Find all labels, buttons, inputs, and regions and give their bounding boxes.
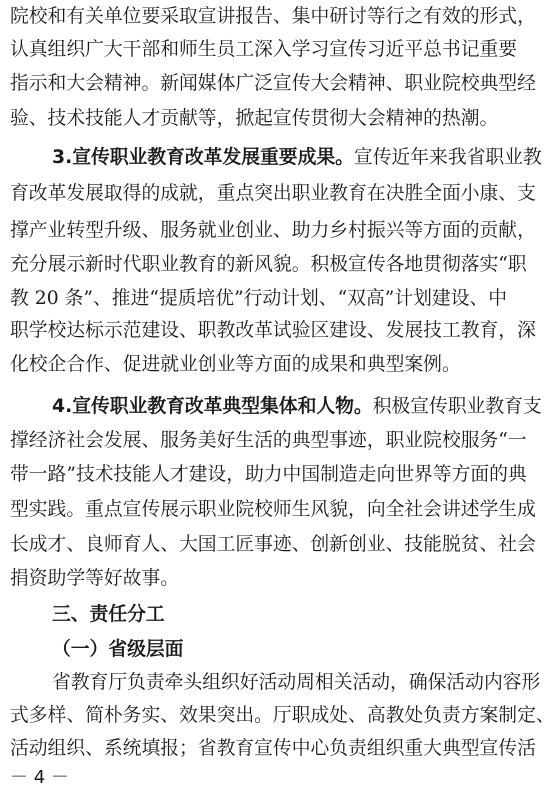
paragraph-line: 型实践。重点宣传展示职业院校师生风貌，向全社会讲述学生成 — [10, 499, 536, 520]
paragraph-line: 长成才、良师育人、大国工匠事迹、创新创业、技能脱贫、社会 — [10, 534, 536, 555]
paragraph-line: 省教育厅负责牵头组织好活动周相关活动，确保活动内容形 — [52, 672, 541, 693]
item-4-heading: 4.宣传职业教育改革典型集体和人物。 — [52, 396, 373, 417]
paragraph-line: 院校和有关单位要采取宣讲报告、集中研讨等行之有效的形式， — [10, 6, 536, 27]
page-number: － 4 － — [10, 767, 69, 788]
subsection-heading: （一）省级层面 — [52, 638, 184, 660]
paragraph-line: 捐资助学等好故事。 — [10, 568, 180, 589]
paragraph-line: 撑经济社会发展、服务美好生活的典型事迹，职业院校服务“一 — [10, 430, 527, 451]
item-3-first-line: 3.宣传职业教育改革发展重要成果。宣传近年来我省职业教 — [52, 147, 542, 168]
paragraph-line: 教 20 条”、推进“提质培优”行动计划、“双高”计划建设、中 — [10, 288, 508, 309]
paragraph-line: 育改革发展取得的成就，重点突出职业教育在决胜全面小康、支 — [10, 183, 536, 204]
paragraph-line: 撑产业转型升级、服务就业创业、助力乡村振兴等方面的贡献， — [10, 220, 536, 241]
paragraph-line: 活动组织、系统填报；省教育宣传中心负责组织重大典型宣传活 — [10, 738, 536, 759]
section-heading: 三、责任分工 — [52, 604, 165, 625]
item-4-first-line: 4.宣传职业教育改革典型集体和人物。积极宣传职业教育支 — [52, 396, 542, 417]
item-3-heading: 3.宣传职业教育改革发展重要成果。 — [52, 147, 354, 168]
paragraph-line: 化校企合作、促进就业创业等方面的成果和典型案例。 — [10, 354, 461, 375]
paragraph-line: 认真组织广大干部和师生员工深入学习宣传习近平总书记重要 — [10, 39, 518, 60]
paragraph-line: 式多样、简朴务实、效果突出。厅职成处、高教处负责方案制定、 — [10, 705, 555, 726]
paragraph-line: 指示和大会精神。新闻媒体广泛宣传大会精神、职业院校典型经 — [10, 73, 536, 94]
paragraph-line: 职学校达标示范建设、职教改革试验区建设、发展技工教育，深 — [10, 320, 536, 341]
paragraph-line: 带一路”技术技能人才建设，助力中国制造走向世界等方面的典 — [10, 464, 527, 485]
paragraph-line: 充分展示新时代职业教育的新风貌。积极宣传各地贯彻落实“职 — [10, 254, 527, 275]
paragraph-line: 验、技术技能人才贡献等，掀起宣传贯彻大会精神的热潮。 — [10, 108, 499, 129]
